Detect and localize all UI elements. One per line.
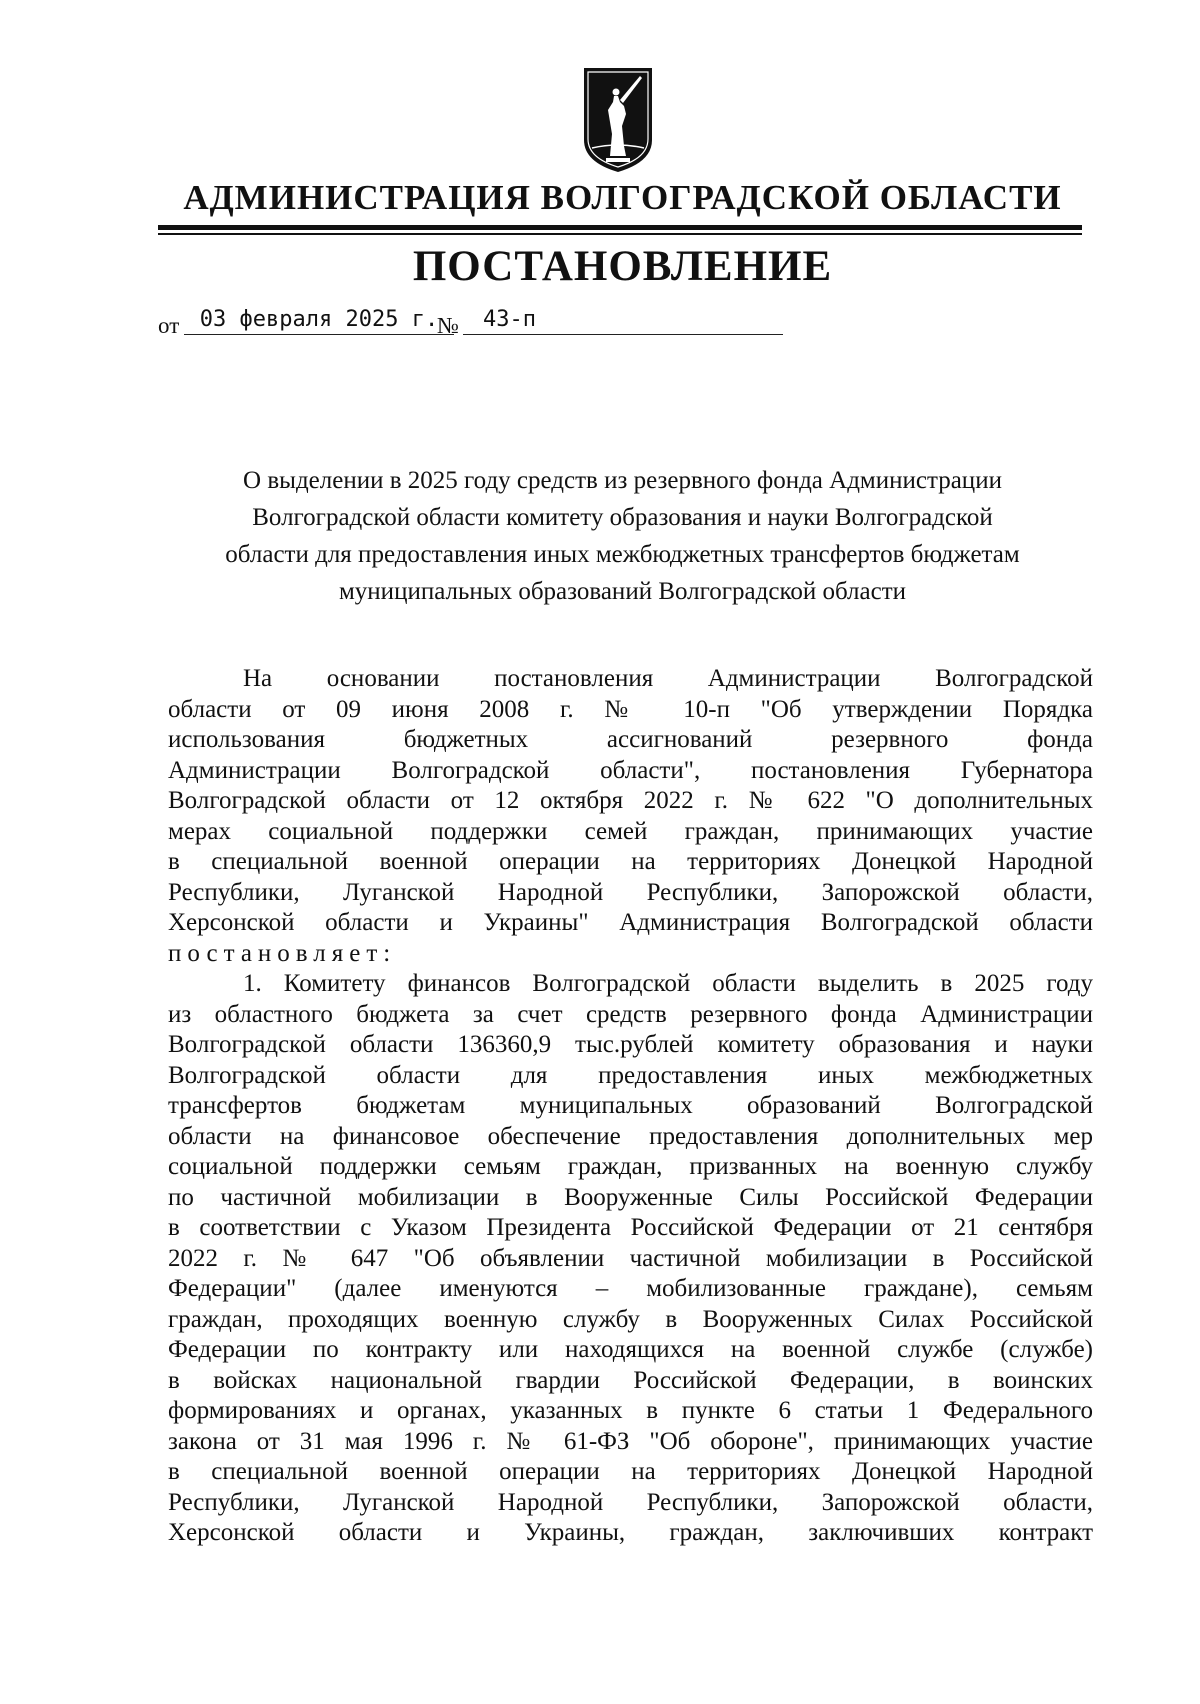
subject-line: муниципальных образований Волгоградской области (338, 578, 907, 605)
body-line: Волгоградской области от 12 октября 2022 г. № 622 "О дополнительных (168, 787, 1093, 814)
body-line-resolves: постановляет: (168, 939, 397, 967)
body-line: Волгоградской области 136360,9 тыс.рублей комитету образования и науки (168, 1031, 1093, 1058)
body-line: Республики, Луганской Народной Республики, Запорожской области, (168, 1488, 1093, 1516)
number-prefix: № (437, 313, 459, 338)
body-line: граждан, проходящих военную службу в Вооруженных Силах Российской (168, 1305, 1093, 1333)
subject-line: О выделении в 2025 году средств из резервного фонда Администрации (243, 467, 1002, 494)
body-line: в войсках национальной гвардии Российской Федерации, в воинских (168, 1366, 1093, 1394)
document-body (168, 664, 1093, 1549)
date-prefix: от (158, 313, 180, 338)
document-date: 03 февраля 2025 г. (184, 307, 454, 335)
body-line: Федерации по контракту или находящихся на военной службе (службе) (168, 1336, 1093, 1363)
body-line: социальной поддержки семьям граждан, призванных на военную службу (168, 1153, 1093, 1180)
body-line: Херсонской области и Украины" Администрация Волгоградской области (168, 909, 1093, 936)
body-line: 2022 г. № 647 "Об объявлении частичной мобилизации в Российской (168, 1244, 1093, 1272)
organization-title: АДМИНИСТРАЦИЯ ВОЛГОГРАДСКОЙ ОБЛАСТИ (183, 178, 1062, 217)
document-type-title: ПОСТАНОВЛЕНИЕ (412, 243, 833, 290)
body-line: области от 09 июня 2008 г. № 10-п "Об утверждении Порядка (168, 695, 1093, 723)
body-line: Волгоградской области для предоставления иных межбюджетных (168, 1061, 1093, 1089)
body-line: в специальной военной операции на территориях Донецкой Народной (168, 1458, 1093, 1485)
document-subject (160, 462, 1085, 610)
body-line: формированиях и органах, указанных в пункте 6 статьи 1 Федерального (168, 1397, 1093, 1424)
body-line: использования бюджетных ассигнований резервного фонда (168, 726, 1093, 753)
body-line: трансфертов бюджетам муниципальных образований Волгоградской (168, 1092, 1093, 1119)
body-line: Республики, Луганской Народной Республики, Запорожской области, (168, 878, 1093, 906)
body-line: в специальной военной операции на территориях Донецкой Народной (168, 848, 1093, 875)
volgograd-emblem-icon (580, 66, 656, 174)
body-line: по частичной мобилизации в Вооруженные Силы Российской Федерации (168, 1183, 1093, 1211)
subject-line: области для предоставления иных межбюджетных трансфертов бюджетам (225, 541, 1020, 568)
body-line: области на финансовое обеспечение предоставления дополнительных мер (168, 1122, 1093, 1150)
subject-line: Волгоградской области комитету образования и науки Волгоградской (252, 504, 993, 531)
body-line: в соответствии с Указом Президента Российской Федерации от 21 сентября (168, 1214, 1093, 1241)
body-line: из областного бюджета за счет средств резервного фонда Администрации (168, 1000, 1093, 1028)
body-line: Администрации Волгоградской области", постановления Губернатора (168, 756, 1093, 784)
header-rule-thick (158, 225, 1082, 230)
body-line: закона от 31 мая 1996 г. № 61-ФЗ "Об обороне", принимающих участие (168, 1427, 1093, 1455)
document-number: 43-п (463, 307, 783, 335)
body-line: 1. Комитету финансов Волгоградской области выделить в 2025 году (243, 970, 1093, 997)
body-line: мерах социальной поддержки семей граждан, принимающих участие (168, 817, 1093, 845)
body-line: На основании постановления Администрации Волгоградской (243, 665, 1093, 692)
body-line: Федерации" (далее именуются – мобилизованные граждане), семьям (168, 1275, 1093, 1302)
header-rule-thin (158, 233, 1082, 235)
body-line: Херсонской области и Украины, граждан, заключивших контракт (168, 1519, 1093, 1546)
